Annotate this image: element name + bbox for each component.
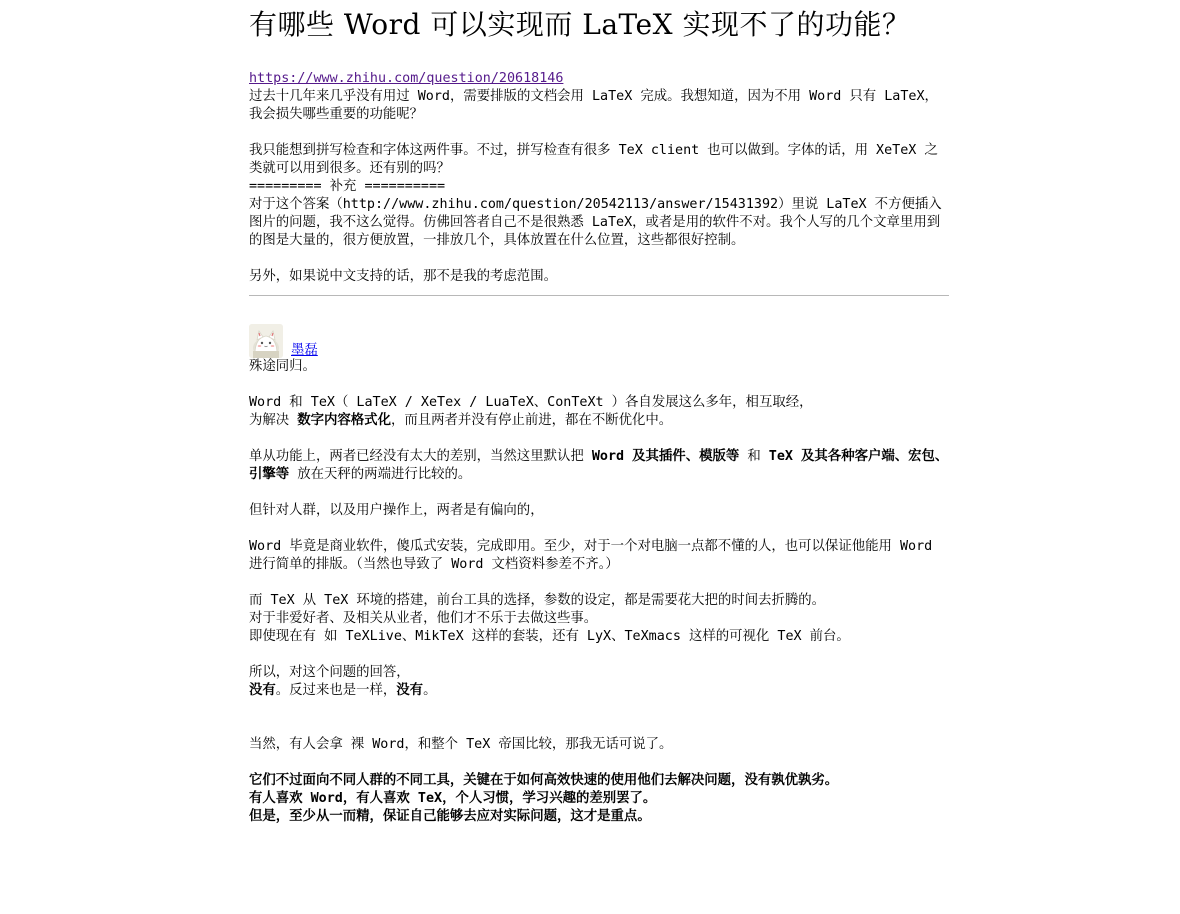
answer-paragraph: 当然，有人会拿 裸 Word，和整个 TeX 帝国比较，那我无话可说了。 <box>249 737 673 752</box>
text-span: 单从功能上，两者已经没有太大的差别，当然这里默认把 <box>249 449 592 464</box>
answer-paragraph: 对于非爱好者、及相关从业者，他们才不乐于去做这些事。 <box>249 611 598 626</box>
bold-text: 没有 <box>249 683 276 698</box>
separator-line <box>249 295 949 296</box>
cat-avatar-icon <box>249 324 283 358</box>
supplement-divider-text: ========= 补充 ========== <box>249 179 446 194</box>
author-name-link[interactable]: 墨磊 <box>291 343 318 358</box>
question-paragraph: 我只能想到拼写检查和字体这两件事。不过，拼写检查有很多 TeX client 也可以做到。字体的话，用 XeTeX 之类就可以用到很多。还有别的吗？ <box>249 143 938 176</box>
answer-conclusion: 但是，至少从一而精，保证自己能够去应对实际问题，这才是重点。 <box>249 809 651 824</box>
question-paragraph: 对于这个答案（http://www.zhihu.com/question/20542113/answer/15431392）里说 LaTeX 不方便插入图片的问题，我不这么觉得。仿佛回答者自己不是很熟悉 LaTeX，或者是用的软件不对。我个人写的几个文章里用到的图是大量的，很方便放置，一排放几个，具体放置在什么位置，这些都很好控制。 <box>249 197 942 248</box>
answer-paragraph: 殊途同归。 <box>249 359 316 374</box>
text-span: 为解决 <box>249 413 298 428</box>
answer-paragraph: 而 TeX 从 TeX 环境的搭建，前台工具的选择，参数的设定，都是需要花大把的时间去折腾的。 <box>249 593 826 608</box>
question-title: 有哪些 Word 可以实现而 LaTeX 实现不了的功能？ <box>249 8 911 41</box>
text-span: 。 <box>423 683 437 698</box>
text-span: 放在天秤的两端进行比较的。 <box>289 467 472 482</box>
bold-text: 数字内容格式化 <box>297 413 391 428</box>
author-row <box>249 322 949 358</box>
answer-paragraph: 即使现在有 如 TeXLive、MikTeX 这样的套装，还有 LyX、TeXmacs 这样的可视化 TeX 前台。 <box>249 629 850 644</box>
answer-block <box>249 322 949 826</box>
bold-text: Word 及其插件、模版等 <box>591 449 740 464</box>
cat-avatar[interactable] <box>249 324 283 358</box>
answer-paragraph: 所以，对这个问题的回答， <box>249 665 410 680</box>
document-page <box>249 0 949 826</box>
bold-text: 没有 <box>396 683 424 698</box>
answer-paragraph: 但针对人群，以及用户操作上，两者是有偏向的， <box>249 503 544 518</box>
question-url-link[interactable]: https://www.zhihu.com/question/20618146 <box>249 71 564 86</box>
text-span: 。反过来也是一样， <box>275 683 397 698</box>
bold-text: TeX 及其各种客户端、宏包、引擎等 <box>249 449 949 482</box>
question-paragraph: 过去十几年来几乎没有用过 Word，需要排版的文档会用 LaTeX 完成。我想知道，因为不用 Word 只有 LaTeX，我会损失哪些重要的功能呢？ <box>249 89 938 122</box>
answer-conclusion: 它们不过面向不同人群的不同工具，关键在于如何高效快速的使用他们去解决问题，没有孰优孰劣。 <box>249 773 839 788</box>
answer-paragraph <box>249 412 949 430</box>
answer-paragraph: Word 毕竟是商业软件，傻瓜式安装，完成即用。至少，对于一个对电脑一点都不懂的人，也可以保证他能用 Word 进行简单的排版。（当然也导致了 Word 文档资料参差不齐。） <box>249 539 933 572</box>
answer-paragraph: Word 和 TeX（ LaTeX / XeTex / LuaTeX、ConTeXt ）各自发展这么多年，相互取经， <box>249 395 813 410</box>
answer-paragraph <box>249 682 949 700</box>
text-span: 和 <box>739 449 769 464</box>
text-span: ，而且两者并没有停止前进，都在不断优化中。 <box>390 413 673 428</box>
answer-conclusion: 有人喜欢 Word，有人喜欢 TeX，个人习惯，学习兴趣的差别罢了。 <box>249 791 657 806</box>
answer-paragraph <box>249 448 949 484</box>
question-body <box>249 70 949 286</box>
question-paragraph: 另外，如果说中文支持的话，那不是我的考虑范围。 <box>249 269 557 284</box>
